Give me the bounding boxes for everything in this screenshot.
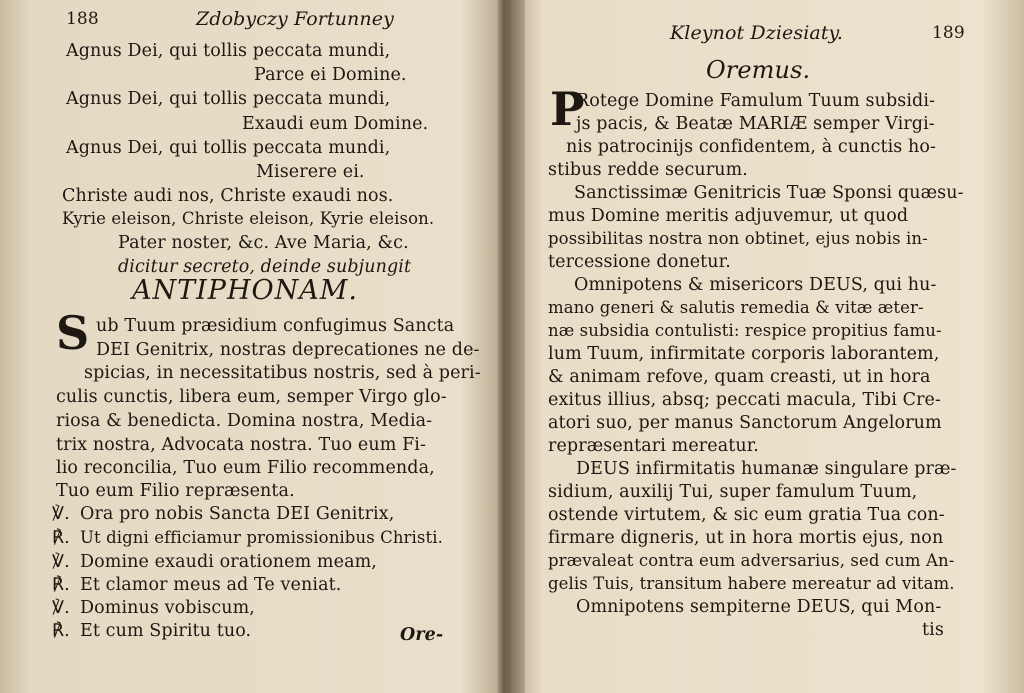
prayer-line: firmare digneris, ut in hora mortis ejus, non	[548, 528, 944, 548]
prayer-line: prævaleat contra eum adversarius, sed cum An-	[548, 551, 955, 570]
versicle-text: Domine exaudi orationem meam,	[80, 552, 377, 572]
litany-line: Pater noster, &c. Ave Maria, &c.	[118, 233, 409, 253]
prayer-line: sidium, auxilij Tui, super famulum Tuum,	[548, 482, 918, 502]
litany-line: Exaudi eum Domine.	[242, 114, 429, 134]
versicle-mark: ℣.	[52, 552, 70, 572]
antiphon-line: DEI Genitrix, nostras deprecationes ne de-	[96, 340, 480, 360]
left-page	[0, 0, 500, 693]
antiphon-line: lio reconcilia, Tuo eum Filio recommenda,	[56, 458, 435, 478]
prayer-line: Omnipotens & misericors DEUS, qui hu-	[574, 275, 937, 295]
antiphon-line: spicias, in necessitatibus nostris, sed à peri-	[84, 363, 481, 383]
prayer-line: repræsentari mereatur.	[548, 436, 759, 456]
versicle-text: Dominus vobiscum,	[80, 598, 255, 618]
prayer-line: Omnipotens sempiterne DEUS, qui Mon-	[576, 597, 942, 617]
antiphon-line: ub Tuum præsidium confugimus Sancta	[96, 316, 455, 336]
prayer-line: & animam refove, quam creasti, ut in hora	[548, 367, 931, 387]
prayer-line: nis patrocinijs confidentem, à cunctis ho-	[566, 137, 937, 157]
versicle-text: Ora pro nobis Sancta DEI Genitrix,	[80, 504, 395, 524]
litany-line: Agnus Dei, qui tollis peccata mundi,	[66, 138, 391, 158]
litany-line: Christe audi nos, Christe exaudi nos.	[62, 186, 394, 206]
running-head: Kleynot Dziesiaty.	[670, 22, 844, 44]
rubric: dicitur secreto, deinde subjungit	[118, 257, 412, 277]
prayer-line: atori suo, per manus Sanctorum Angelorum	[548, 413, 942, 433]
response-mark: ℟.	[52, 575, 70, 595]
versicle-mark: ℣.	[52, 598, 70, 618]
antiphon-line: trix nostra, Advocata nostra. Tuo eum Fi-	[56, 435, 427, 455]
litany-line: Miserere ei.	[256, 162, 365, 182]
prayer-line: mus Domine meritis adjuvemur, ut quod	[548, 206, 909, 226]
prayer-line: ostende virtutem, & sic eum gratia Tua con-	[548, 505, 945, 525]
page-number: 188	[66, 9, 99, 29]
antiphon-line: culis cunctis, libera eum, semper Virgo glo-	[56, 387, 447, 407]
prayer-line: js pacis, & Beatæ MARIÆ semper Virgi-	[576, 114, 935, 134]
prayer-line: lum Tuum, infirmitate corporis laborantem,	[548, 344, 940, 364]
drop-cap: P	[550, 82, 585, 136]
response-mark: ℟.	[52, 528, 70, 548]
catchword: Ore-	[400, 625, 444, 645]
prayer-line: DEUS infirmitatis humanæ singulare præ-	[576, 459, 957, 479]
oremus-heading: Oremus.	[706, 56, 811, 84]
prayer-line: Sanctissimæ Genitricis Tuæ Sponsi quæsu-	[574, 183, 964, 203]
response-mark: ℟.	[52, 621, 70, 641]
prayer-line: stibus redde securum.	[548, 160, 748, 180]
response-text: Et cum Spiritu tuo.	[80, 621, 252, 641]
prayer-line: tercessione donetur.	[548, 252, 731, 272]
prayer-line: exitus illius, absq; peccati macula, Tibi Cre-	[548, 390, 942, 410]
antiphon-line: riosa & benedicta. Domina nostra, Media-	[56, 411, 433, 431]
litany-line: Parce ei Domine.	[254, 65, 407, 85]
prayer-line: possibilitas nostra non obtinet, ejus nobis in-	[548, 229, 928, 248]
antiphon-line: Tuo eum Filio repræsenta.	[56, 481, 295, 501]
antiphon-heading: ANTIPHONAM.	[132, 275, 358, 306]
catchword: tis	[922, 620, 944, 640]
response-text: Ut digni efficiamur promissionibus Christi.	[80, 528, 443, 547]
prayer-line: Rotege Domine Famulum Tuum subsidi-	[576, 91, 936, 111]
prayer-line: mano generi & salutis remedia & vitæ æter-	[548, 298, 924, 317]
versicle-mark: ℣.	[52, 504, 70, 524]
right-page	[524, 0, 1024, 693]
drop-cap: S	[56, 306, 90, 360]
prayer-line: gelis Tuis, transitum habere mereatur ad vitam.	[548, 574, 955, 593]
litany-line: Agnus Dei, qui tollis peccata mundi,	[66, 41, 391, 61]
running-head: Zdobyczy Fortunney	[196, 8, 394, 30]
litany-line: Agnus Dei, qui tollis peccata mundi,	[66, 89, 391, 109]
book-gutter	[497, 0, 525, 693]
response-text: Et clamor meus ad Te veniat.	[80, 575, 342, 595]
prayer-line: næ subsidia contulisti: respice propitius famu-	[548, 321, 942, 340]
litany-line: Kyrie eleison, Christe eleison, Kyrie eleison.	[62, 209, 435, 228]
page-number: 189	[932, 23, 965, 43]
